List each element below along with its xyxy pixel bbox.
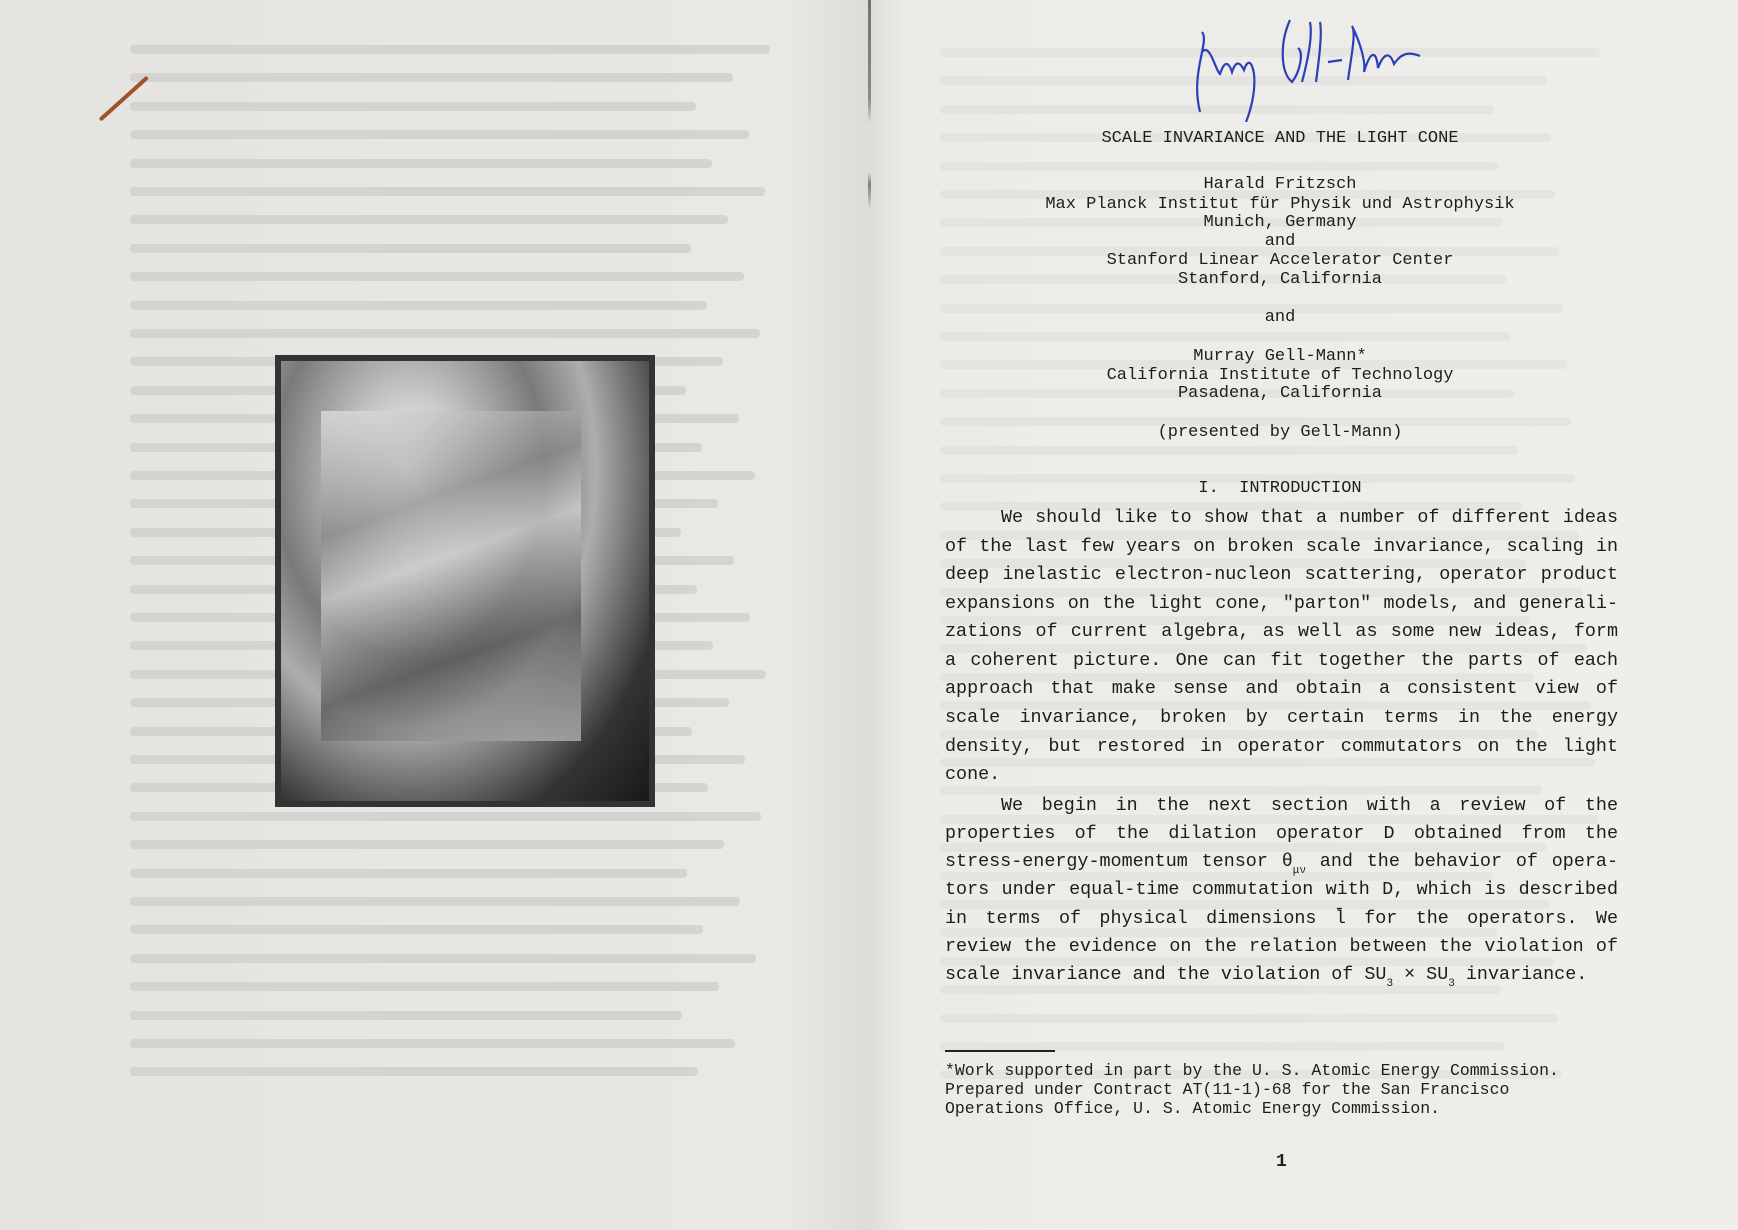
body-line xyxy=(945,535,1618,559)
ghost-line xyxy=(940,162,1498,171)
ghost-line xyxy=(130,187,765,196)
ghost-line xyxy=(130,130,749,139)
signature xyxy=(1180,12,1500,122)
body-line xyxy=(945,592,1618,616)
body-line xyxy=(945,963,1618,990)
ghost-line xyxy=(940,332,1510,341)
ghost-line xyxy=(130,869,687,878)
photograph xyxy=(275,355,655,807)
body-line xyxy=(945,763,1618,787)
text-run: a coherent picture. One can fit together the parts of each xyxy=(945,650,1618,671)
author-line: (presented by Gell-Mann) xyxy=(1157,423,1403,442)
author-line: California Institute of Technology xyxy=(1106,366,1454,385)
ghost-line xyxy=(130,982,719,991)
body-line xyxy=(945,706,1618,730)
subscript: μν xyxy=(1292,865,1306,877)
ghost-line xyxy=(130,45,770,54)
ghost-line xyxy=(130,301,707,310)
ghost-line xyxy=(130,1039,735,1048)
text-run: and the behavior of opera- xyxy=(1305,851,1618,872)
body-line xyxy=(945,878,1618,902)
page-number: 1 xyxy=(1276,1152,1287,1172)
author-line: and xyxy=(1264,308,1296,327)
ghost-line xyxy=(130,954,756,963)
author-line: Murray Gell-Mann* xyxy=(1193,347,1367,366)
text-run: properties of the dilation operator D obtained from the xyxy=(945,823,1618,844)
ghost-line xyxy=(130,897,740,906)
body-line xyxy=(945,794,1618,818)
text-run: We begin in the next section with a review of the xyxy=(1001,795,1618,816)
body-line xyxy=(945,935,1618,959)
footnote-line: *Work supported in part by the U. S. Atomic Energy Commission. xyxy=(945,1061,1559,1080)
author-line: Stanford Linear Accelerator Center xyxy=(1106,251,1454,270)
pen-mark xyxy=(99,76,149,122)
text-run: We should like to show that a number of different ideas xyxy=(1001,507,1618,528)
author-line: Pasadena, California xyxy=(1177,384,1383,403)
ghost-line xyxy=(130,840,724,849)
text-run: deep inelastic electron-nucleon scattering, operator product xyxy=(945,564,1618,585)
author-line: Stanford, California xyxy=(1177,270,1383,289)
body-line xyxy=(945,620,1618,644)
ghost-line xyxy=(130,102,696,111)
photograph-subject xyxy=(321,411,581,741)
body-line xyxy=(945,649,1618,673)
subscript: 3 xyxy=(1448,978,1455,990)
text-run: approach that make sense and obtain a consistent view of xyxy=(945,678,1618,699)
ghost-line xyxy=(130,244,691,253)
ghost-line xyxy=(130,812,761,821)
text-run: scale invariance and the violation of SU xyxy=(945,964,1387,985)
subscript: 3 xyxy=(1386,978,1394,990)
footnote-line: Operations Office, U. S. Atomic Energy Commission. xyxy=(945,1099,1441,1118)
ghost-line xyxy=(940,446,1518,455)
body-line xyxy=(945,907,1618,931)
ghost-line xyxy=(130,272,744,281)
author-line: Harald Fritzsch xyxy=(1203,175,1357,194)
text-run: invariance. xyxy=(1454,964,1588,985)
author-line: and xyxy=(1264,232,1296,251)
text-run: in terms of physical dimensions l̄ for the operators. We xyxy=(945,908,1618,929)
author-line: Munich, Germany xyxy=(1203,213,1357,232)
footnote-rule xyxy=(945,1050,1055,1052)
page-fold xyxy=(868,0,871,1230)
text-run: scale invariance, broken by certain terms in the energy xyxy=(945,707,1618,728)
ghost-line xyxy=(130,1067,698,1076)
ghost-line xyxy=(130,925,703,934)
text-run: review the evidence on the relation between the violation of xyxy=(945,936,1618,957)
body-line xyxy=(945,563,1618,587)
paper-title: SCALE INVARIANCE AND THE LIGHT CONE xyxy=(1101,129,1459,148)
body-line xyxy=(945,822,1618,846)
ghost-line xyxy=(130,215,728,224)
text-run: zations of current algebra, as well as some new ideas, form xyxy=(945,621,1618,642)
ghost-line xyxy=(940,1014,1558,1023)
body-line xyxy=(945,506,1618,530)
text-run: density, but restored in operator commutators on the light xyxy=(945,736,1618,757)
footnote-line: Prepared under Contract AT(11-1)-68 for the San Francisco xyxy=(945,1080,1510,1099)
text-run: of the last few years on broken scale invariance, scaling in xyxy=(945,536,1618,557)
text-run: × SU xyxy=(1393,964,1449,985)
text-run: cone. xyxy=(945,764,1001,785)
ghost-line xyxy=(130,329,760,338)
ghost-line xyxy=(130,73,733,82)
body-line xyxy=(945,850,1618,877)
text-run: stress-energy-momentum tensor θ xyxy=(945,851,1293,872)
text-run: tors under equal-time commutation with D, which is described xyxy=(945,879,1618,900)
body-line xyxy=(945,735,1618,759)
ghost-line xyxy=(130,159,712,168)
section-heading: I. INTRODUCTION xyxy=(1198,479,1362,498)
text-run: expansions on the light cone, "parton" models, and generali- xyxy=(945,593,1618,614)
body-line xyxy=(945,677,1618,701)
ghost-line xyxy=(130,1011,682,1020)
author-line: Max Planck Institut für Physik und Astrophysik xyxy=(1045,195,1515,214)
